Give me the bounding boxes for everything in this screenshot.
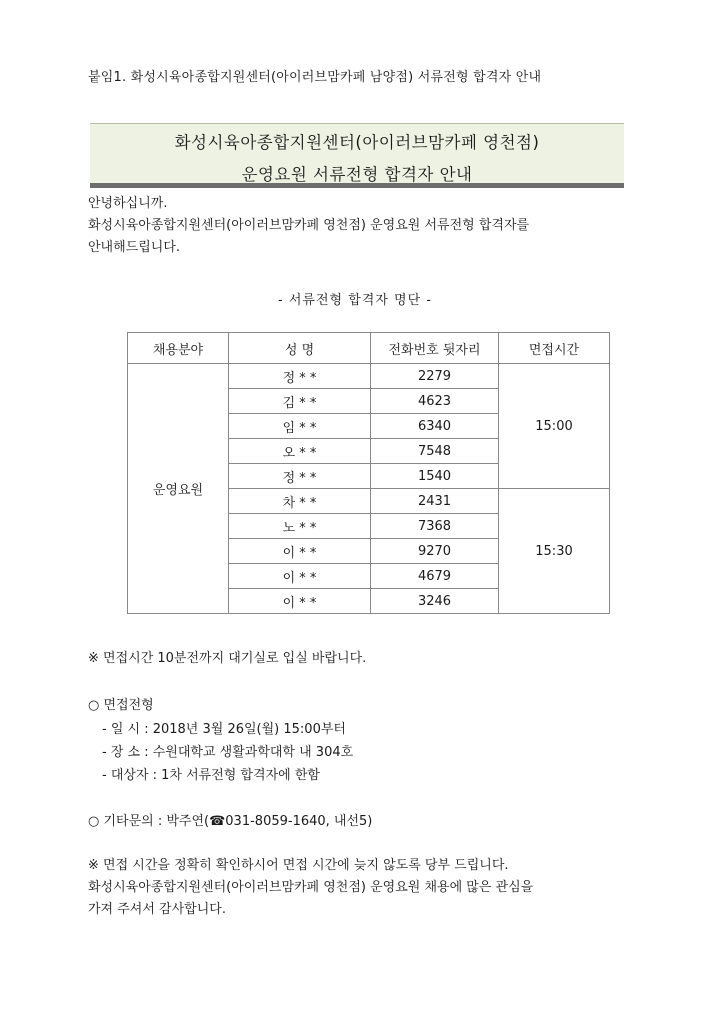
header-field: 채용분야	[128, 333, 229, 364]
name-cell: 정 * *	[229, 364, 371, 389]
name-cell: 이 * *	[229, 589, 371, 614]
phone-cell: 2279	[371, 364, 499, 389]
table-row	[128, 364, 610, 389]
title-line-2: 운영요원 서류전형 합격자 안내	[241, 165, 473, 184]
name-cell: 정 * *	[229, 464, 371, 489]
field-cell: 운영요원	[128, 364, 229, 614]
phone-cell: 7368	[371, 514, 499, 539]
interview-date: - 일 시 : 2018년 3월 26일(월) 15:00부터	[102, 722, 346, 737]
intro-line-3: 안내해드립니다.	[88, 240, 181, 255]
closing-line-2: 화성시육아종합지원센터(아이러브맘카페 영천점) 운영요원 채용에 많은 관심을	[88, 880, 534, 895]
name-cell: 김 * *	[229, 389, 371, 414]
roster-table	[127, 332, 610, 614]
name-cell: 노 * *	[229, 514, 371, 539]
title-box	[90, 123, 624, 188]
phone-cell: 4679	[371, 564, 499, 589]
name-cell: 임 * *	[229, 414, 371, 439]
intro-text	[88, 193, 529, 259]
contact-info: ○ 기타문의 : 박주연(☎031-8059-1640, 내선5)	[88, 814, 373, 829]
phone-cell: 9270	[371, 539, 499, 564]
table-header-row	[128, 333, 610, 364]
intro-line-1: 안녕하십니까.	[88, 196, 168, 211]
header-time: 면접시간	[499, 333, 610, 364]
phone-cell: 1540	[371, 464, 499, 489]
notice-arrival: ※ 면접시간 10분전까지 대기실로 입실 바랍니다.	[88, 651, 367, 666]
time-cell: 15:00	[499, 364, 610, 489]
attachment-title: 붙임1. 화성시육아종합지원센터(아이러브맘카페 남양점) 서류전형 합격자 안내	[88, 70, 542, 85]
interview-heading: ○ 면접전형	[88, 698, 154, 713]
phone-cell: 7548	[371, 439, 499, 464]
interview-target: - 대상자 : 1차 서류전형 합격자에 한함	[102, 768, 320, 783]
phone-cell: 3246	[371, 589, 499, 614]
time-cell: 15:30	[499, 489, 610, 614]
name-cell: 오 * *	[229, 439, 371, 464]
closing-text	[88, 855, 533, 921]
closing-line-1: ※ 면접 시간을 정확히 확인하시어 면접 시간에 늦지 않도록 당부 드립니다.	[88, 858, 509, 873]
closing-line-3: 가져 주셔서 감사합니다.	[88, 902, 226, 917]
name-cell: 이 * *	[229, 564, 371, 589]
intro-line-2: 화성시육아종합지원센터(아이러브맘카페 영천점) 운영요원 서류전형 합격자를	[88, 218, 530, 233]
phone-cell: 4623	[371, 389, 499, 414]
header-name: 성 명	[229, 333, 371, 364]
name-cell: 차 * *	[229, 489, 371, 514]
title-line-1: 화성시육아종합지원센터(아이러브맘카페 영천점)	[174, 133, 540, 152]
list-heading: - 서류전형 합격자 명단 -	[278, 293, 432, 308]
header-phone: 전화번호 뒷자리	[371, 333, 499, 364]
name-cell: 이 * *	[229, 539, 371, 564]
interview-place: - 장 소 : 수원대학교 생활과학대학 내 304호	[102, 745, 354, 760]
phone-cell: 2431	[371, 489, 499, 514]
phone-cell: 6340	[371, 414, 499, 439]
